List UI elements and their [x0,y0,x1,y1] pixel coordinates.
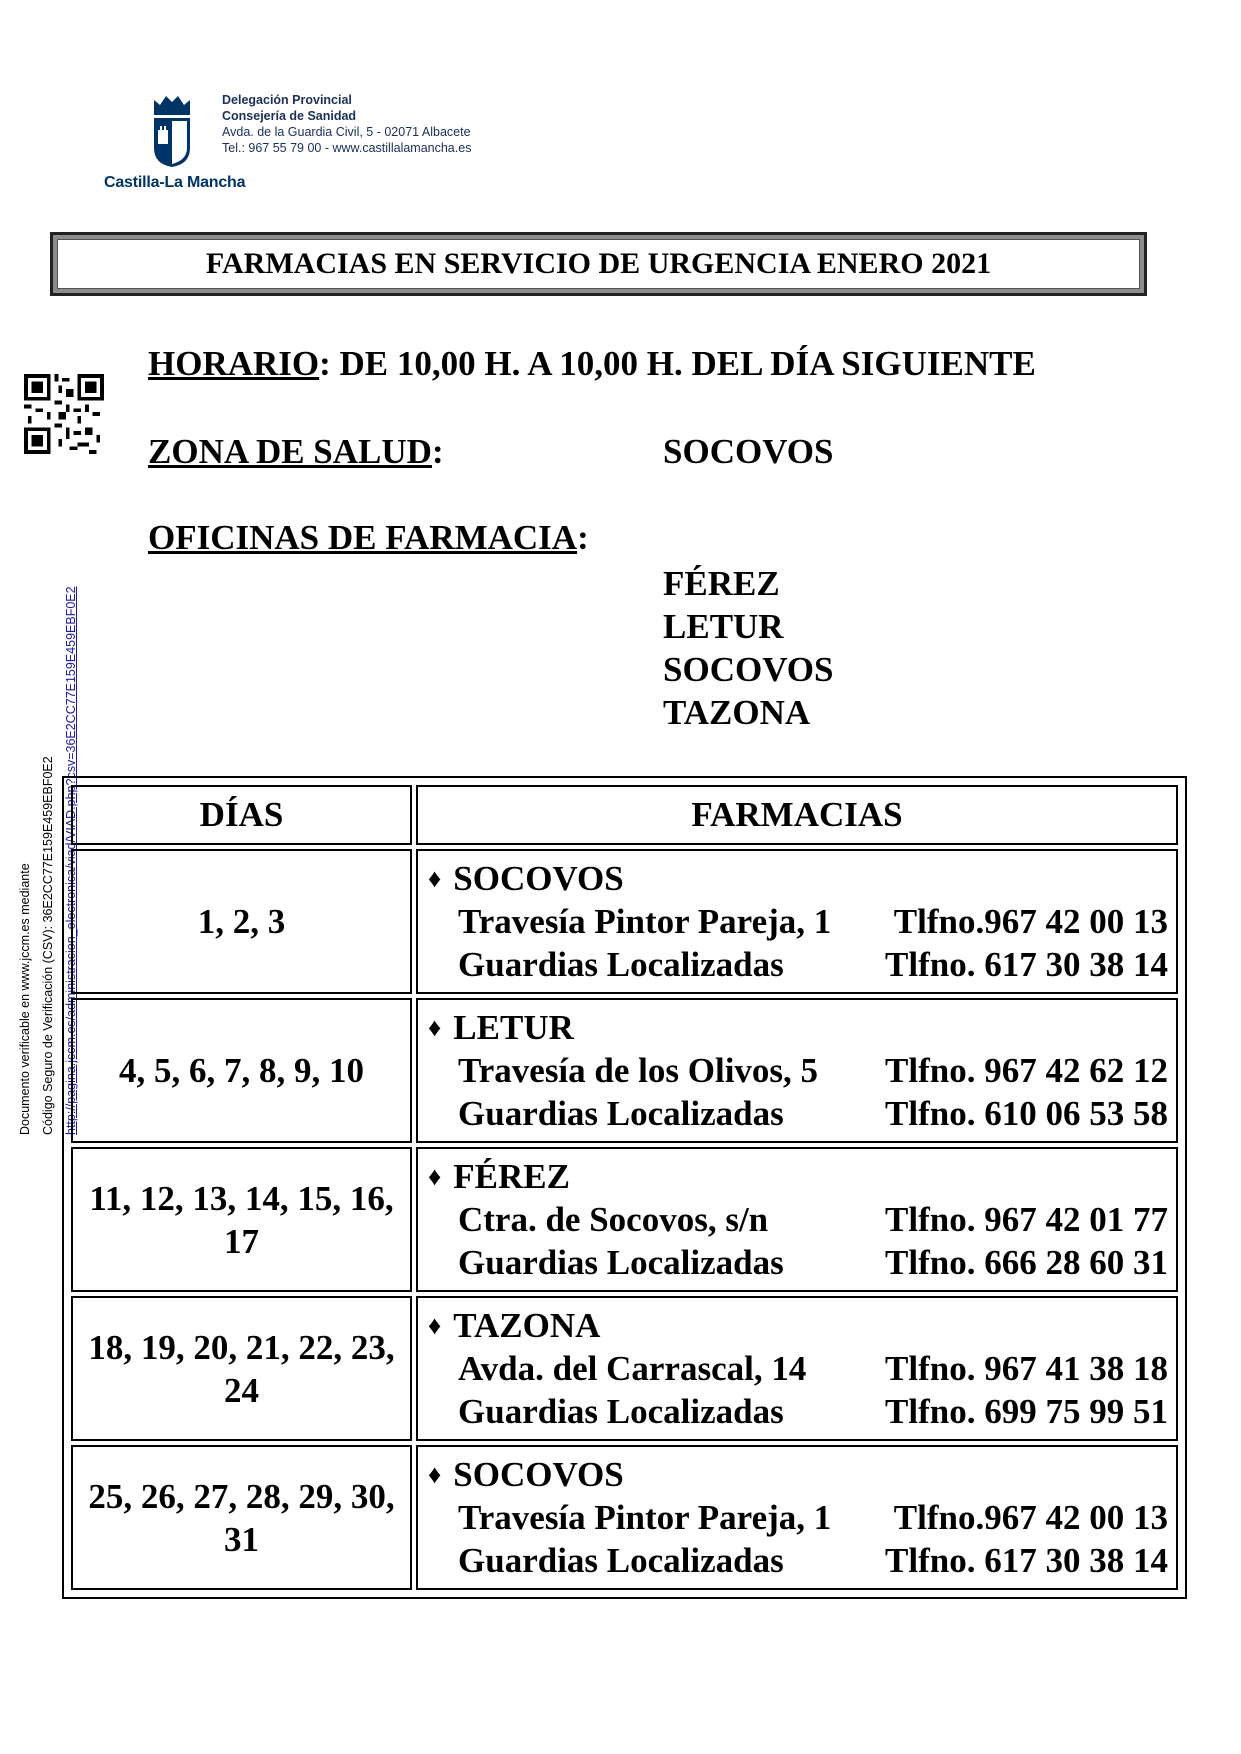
pharmacy-address: Travesía Pintor Pareja, 1 [458,1498,832,1537]
horario-row [148,344,1036,384]
pharmacy-schedule-table [62,776,1187,1599]
logo-text: Castilla-La Mancha [104,174,246,191]
guard-phone: Tlfno. 617 30 38 14 [885,945,1168,984]
table-row [71,849,1178,994]
pharmacy-address: Avda. del Carrascal, 14 [458,1349,807,1388]
horario-label: HORARIO [148,344,320,383]
pharmacy-name: TAZONA [453,1306,601,1345]
table-header-row [71,785,1178,845]
oficina-item: SOCOVOS [663,650,834,689]
guard-label: Guardias Localizadas [458,1541,784,1580]
diamond-bullet-icon: ♦ [428,1460,442,1489]
guard-label: Guardias Localizadas [458,1392,784,1431]
diamond-bullet-icon: ♦ [428,1311,442,1340]
diamond-bullet-icon: ♦ [428,864,442,893]
pharmacy-phone: Tlfno.967 42 00 13 [893,902,1168,941]
pharmacy-address: Travesía de los Olivos, 5 [458,1051,819,1090]
days-cell: 4, 5, 6, 7, 8, 9, 10 [71,998,412,1143]
zona-row [148,432,444,472]
verification-line-1: Documento verificable en www.jccm.es mediante [18,863,32,1135]
coat-of-arms-icon [150,92,194,168]
oficina-item: LETUR [663,607,784,646]
pharmacy-name: LETUR [453,1008,574,1047]
table-row [71,998,1178,1143]
org-address: Avda. de la Guardia Civil, 5 - 02071 Albacete [222,125,471,139]
guard-label: Guardias Localizadas [458,1094,784,1133]
pharmacy-cell [416,1296,1178,1441]
qr-code-icon [24,374,104,454]
pharmacy-phone: Tlfno. 967 42 62 12 [885,1051,1168,1090]
zona-label: ZONA DE SALUD [148,432,432,471]
pharmacy-cell [416,1147,1178,1292]
oficinas-label: OFICINAS DE FARMACIA [148,518,578,557]
oficinas-colon: : [577,518,589,557]
pharmacy-cell [416,849,1178,994]
org-contact: Tel.: 967 55 79 00 - www.castillalamancha.es [222,141,472,155]
zona-colon: : [431,432,444,471]
horario-text: : DE 10,00 H. A 10,00 H. DEL DÍA SIGUIENTE [319,344,1036,383]
page-title: FARMACIAS EN SERVICIO DE URGENCIA ENERO 2021 [57,239,1140,289]
guard-phone: Tlfno. 610 06 53 58 [885,1094,1168,1133]
pharmacy-phone: Tlfno.967 42 00 13 [893,1498,1168,1537]
days-cell: 25, 26, 27, 28, 29, 30, 31 [71,1445,412,1590]
oficinas-row [148,518,589,558]
header-pharmacies: FARMACIAS [416,785,1178,845]
pharmacy-address: Travesía Pintor Pareja, 1 [458,902,832,941]
pharmacy-phone: Tlfno. 967 42 01 77 [885,1200,1168,1239]
oficina-item: TAZONA [663,693,811,732]
header-days: DÍAS [71,785,412,845]
org-department: Consejería de Sanidad [222,109,357,123]
pharmacy-phone: Tlfno. 967 41 38 18 [885,1349,1168,1388]
verification-link[interactable]: http://pagina.jccm.es/administracion_electronica/viad/VIAD.php?csv=36E2CC77E159E459EBF0E2 [64,586,78,1135]
table-row [71,1147,1178,1292]
oficinas-list [663,562,833,734]
pharmacy-name: SOCOVOS [453,859,624,898]
pharmacy-address: Ctra. de Socovos, s/n [458,1200,769,1239]
pharmacy-name: SOCOVOS [453,1455,624,1494]
pharmacy-cell [416,998,1178,1143]
oficina-item: FÉREZ [663,564,780,603]
diamond-bullet-icon: ♦ [428,1013,442,1042]
title-box [50,232,1147,296]
diamond-bullet-icon: ♦ [428,1162,442,1191]
qr-code [24,374,104,454]
guard-phone: Tlfno. 617 30 38 14 [885,1541,1168,1580]
guard-label: Guardias Localizadas [458,945,784,984]
guard-phone: Tlfno. 699 75 99 51 [885,1392,1168,1431]
verification-line-2: Código Seguro de Verificación (CSV): 36E2CC77E159E459EBF0E2 [41,756,55,1135]
days-cell: 11, 12, 13, 14, 15, 16, 17 [71,1147,412,1292]
pharmacy-name: FÉREZ [453,1157,570,1196]
pharmacy-cell [416,1445,1178,1590]
zona-value: SOCOVOS [663,432,834,471]
guard-phone: Tlfno. 666 28 60 31 [885,1243,1168,1282]
org-info [222,92,471,156]
guard-label: Guardias Localizadas [458,1243,784,1282]
org-delegation: Delegación Provincial [222,93,352,107]
table-row [71,1296,1178,1441]
table-row [71,1445,1178,1590]
days-cell: 1, 2, 3 [71,849,412,994]
days-cell: 18, 19, 20, 21, 22, 23, 24 [71,1296,412,1441]
